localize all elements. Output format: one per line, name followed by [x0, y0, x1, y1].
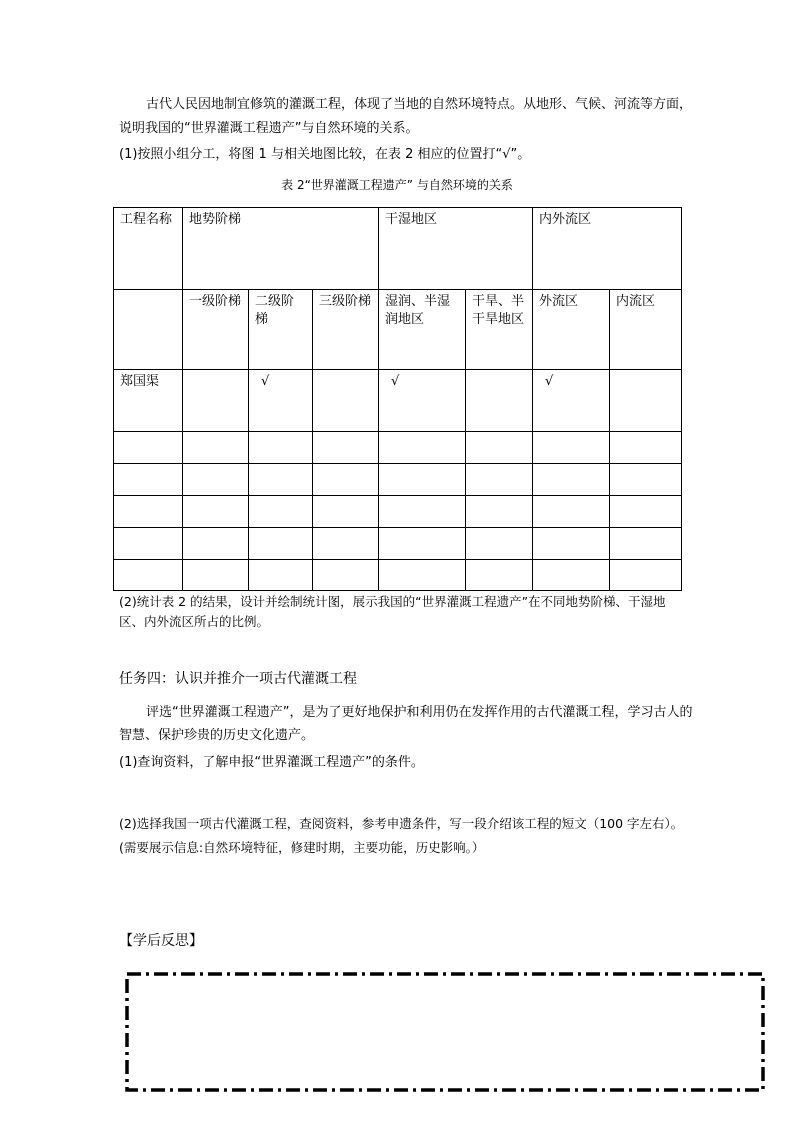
task4-question-1: (1)查询资料，了解申报“世界灌溉工程遗产”的条件。	[119, 755, 424, 770]
step2-instruction: (2)统计表 2 的结果，设计并绘制统计图，展示我国的“世界灌溉工程遗产”在不同地势阶梯、干湿地区、内外流区所占的比例。	[119, 594, 666, 629]
relation-table	[113, 207, 682, 591]
empty-cell[interactable]	[533, 496, 610, 528]
empty-cell[interactable]	[114, 496, 183, 528]
empty-cell[interactable]	[114, 528, 183, 560]
empty-cell[interactable]	[610, 560, 682, 591]
table-caption: 表 2“世界灌溉工程遗产” 与自然环境的关系	[281, 178, 513, 192]
empty-cell[interactable]	[183, 464, 249, 496]
header-project-name: 工程名称	[114, 208, 183, 290]
empty-cell[interactable]	[249, 464, 313, 496]
empty-cell[interactable]	[533, 464, 610, 496]
empty-cell[interactable]	[313, 528, 379, 560]
subheader-third-step: 三级阶梯	[313, 290, 379, 370]
task4-question-2: (2)选择我国一项古代灌溉工程，查阅资料，参考申遗条件，写一段介绍该工程的短文（100 字左右）。(需要展示信息:自然环境特征，修建时期，主要功能，历史影响。）	[119, 816, 684, 855]
subheader-humid: 湿润、半湿润地区	[379, 290, 466, 370]
reflection-box[interactable]	[123, 970, 767, 1094]
empty-cell[interactable]	[114, 560, 183, 591]
empty-cell[interactable]	[313, 496, 379, 528]
empty-cell[interactable]	[183, 528, 249, 560]
table-row-empty	[114, 496, 682, 528]
cell-project-name: 郑国渠	[114, 370, 183, 432]
empty-cell[interactable]	[533, 528, 610, 560]
empty-cell[interactable]	[466, 464, 533, 496]
subheader-endorheic: 内流区	[610, 290, 682, 370]
empty-cell[interactable]	[610, 528, 682, 560]
empty-cell[interactable]	[313, 432, 379, 464]
subheader-row	[114, 290, 682, 370]
empty-cell[interactable]	[183, 496, 249, 528]
empty-cell[interactable]	[313, 464, 379, 496]
table-row-empty	[114, 560, 682, 591]
empty-cell[interactable]	[313, 560, 379, 591]
empty-cell[interactable]	[114, 464, 183, 496]
cell-arid[interactable]	[466, 370, 533, 432]
header-moisture: 干湿地区	[379, 208, 533, 290]
cell-exorheic[interactable]: √	[533, 370, 610, 432]
empty-cell[interactable]	[466, 560, 533, 591]
empty-cell[interactable]	[610, 464, 682, 496]
cell-third-step[interactable]	[313, 370, 379, 432]
step1-instruction: (1)按照小组分工，将图 1 与相关地图比较，在表 2 相应的位置打“√”。	[119, 147, 531, 162]
table-row	[114, 370, 682, 432]
header-row	[114, 208, 682, 290]
empty-cell[interactable]	[183, 432, 249, 464]
cell-humid[interactable]: √	[379, 370, 466, 432]
cell-first-step[interactable]	[183, 370, 249, 432]
table-row-empty	[114, 432, 682, 464]
subheader-second-step: 二级阶梯	[249, 290, 313, 370]
task4-paragraph: 评选“世界灌溉工程遗产”，是为了更好地保护和利用仍在发挥作用的古代灌溉工程，学习古人的智慧、保护珍贵的历史文化遗产。	[119, 705, 693, 743]
empty-cell[interactable]	[249, 432, 313, 464]
empty-cell[interactable]	[466, 432, 533, 464]
empty-cell[interactable]	[114, 432, 183, 464]
empty-cell[interactable]	[610, 432, 682, 464]
empty-cell[interactable]	[379, 528, 466, 560]
empty-cell[interactable]	[249, 496, 313, 528]
empty-cell[interactable]	[379, 560, 466, 591]
empty-cell[interactable]	[533, 432, 610, 464]
subheader-arid: 干旱、半干旱地区	[466, 290, 533, 370]
table-row-empty	[114, 464, 682, 496]
header-drainage: 内外流区	[533, 208, 682, 290]
empty-cell[interactable]	[249, 528, 313, 560]
table-row-empty	[114, 528, 682, 560]
empty-cell[interactable]	[466, 496, 533, 528]
empty-cell[interactable]	[533, 560, 610, 591]
empty-cell[interactable]	[379, 496, 466, 528]
empty-cell[interactable]	[379, 432, 466, 464]
cell-second-step[interactable]: √	[249, 370, 313, 432]
empty-cell[interactable]	[183, 560, 249, 591]
reflection-heading: 【学后反思】	[119, 933, 203, 949]
empty-cell[interactable]	[466, 528, 533, 560]
empty-cell[interactable]	[379, 464, 466, 496]
empty-cell[interactable]	[610, 496, 682, 528]
task4-heading: 任务四：认识并推介一项古代灌溉工程	[119, 671, 357, 687]
subheader-empty	[114, 290, 183, 370]
cell-endorheic[interactable]	[610, 370, 682, 432]
subheader-exorheic: 外流区	[533, 290, 610, 370]
intro-paragraph: 古代人民因地制宜修筑的灌溉工程，体现了当地的自然环境特点。从地形、气候、河流等方面，说明我国的“世界灌溉工程遗产”与自然环境的关系。	[119, 97, 693, 136]
header-terrain: 地势阶梯	[183, 208, 379, 290]
empty-cell[interactable]	[249, 560, 313, 591]
subheader-first-step: 一级阶梯	[183, 290, 249, 370]
